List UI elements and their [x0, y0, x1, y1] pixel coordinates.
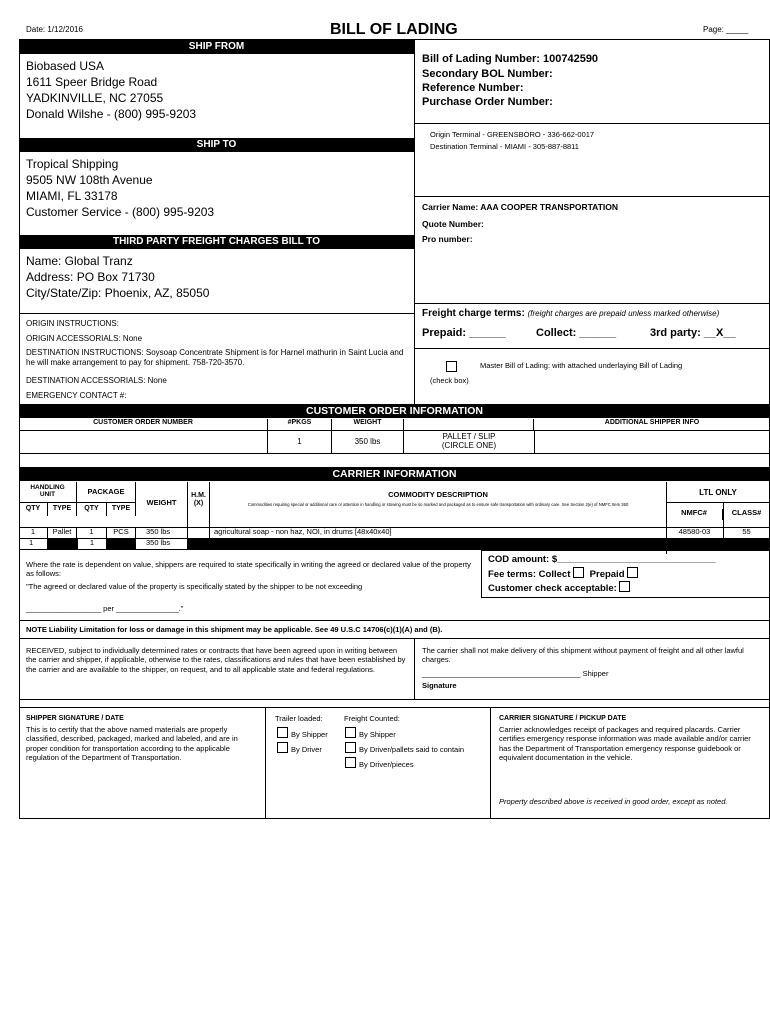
col-pallet	[404, 419, 534, 430]
divider	[19, 313, 414, 314]
value-per-line: __________________ per _______________."	[26, 604, 184, 613]
counted-pieces-label: By Driver/pieces	[359, 760, 414, 769]
trailer-driver-label: By Driver	[291, 745, 322, 754]
row-description: agricultural soap - non haz, NOI, in drums [48x40x40]	[214, 527, 392, 536]
origin-terminal: Origin Terminal - GREENSBORO - 336-662-0017	[430, 130, 595, 139]
ltl-only-header: LTL ONLY	[699, 488, 737, 497]
total-hu-type-shade	[48, 539, 77, 549]
row-hu-qty: 1	[19, 528, 48, 538]
col-weight: WEIGHT	[332, 419, 404, 430]
master-bol-checkbox[interactable]	[446, 361, 457, 372]
order-number-cell	[19, 431, 268, 453]
row-pkg-type: PCS	[107, 528, 136, 538]
pro-number: Pro number:	[422, 234, 473, 244]
ship-from-name: Biobased USA	[26, 59, 105, 73]
divider	[414, 638, 415, 699]
carrier-signature-title: CARRIER SIGNATURE / PICKUP DATE	[499, 715, 627, 722]
ship-from-contact: Donald Wilshe - (800) 995-9203	[26, 107, 197, 121]
customer-check	[488, 581, 633, 594]
destination-instructions: DESTINATION INSTRUCTIONS: Soysoap Concentrate Shipment is for Harnel mathurin in Saint Lucia and he will make arrangement to pay for shipment. 758-720-3570.	[26, 348, 404, 367]
package-header: PACKAGE	[77, 482, 136, 502]
collect-checkbox[interactable]	[573, 567, 584, 578]
freight-terms-label: Freight charge terms:	[422, 308, 525, 319]
shipper-signature-text: This is to certify that the above named materials are properly classified, described, packaged, marked and labeled, and are in proper condition for transportation according to the applicable regulation of the Department of Transportation.	[26, 725, 238, 763]
bol-number: Bill of Lading Number: 100742590	[422, 53, 599, 65]
ship-to-name: Tropical Shipping	[26, 157, 119, 171]
freight-terms-note: (freight charges are prepaid unless marked otherwise)	[527, 309, 720, 318]
third-party-bar: THIRD PARTY FREIGHT CHARGES BILL TO	[19, 235, 414, 249]
divider	[19, 638, 770, 639]
customer-check-checkbox[interactable]	[619, 581, 630, 592]
shipper-signature-title: SHIPPER SIGNATURE / DATE	[26, 715, 124, 722]
ship-from-street: 1611 Speer Bridge Road	[26, 75, 158, 89]
ship-to-bar: SHIP TO	[19, 138, 414, 152]
third-party-label: 3rd party:	[650, 327, 704, 339]
freight-counted-shipper	[345, 727, 396, 739]
divider	[414, 196, 770, 197]
third-party-address: Address: PO Box 71730	[26, 270, 155, 284]
third-party-field[interactable]	[650, 327, 736, 340]
row-weight: 350 lbs	[136, 528, 188, 538]
third-party-mark: __X__	[703, 327, 736, 339]
ship-to-street: 9505 NW 108th Avenue	[26, 173, 153, 187]
divider	[414, 303, 770, 304]
counted-shipper-label: By Shipper	[359, 730, 396, 739]
hu-qty-header: QTY	[19, 503, 48, 516]
destination-accessorials: DESTINATION ACCESSORIALS: None	[26, 376, 167, 385]
divider	[414, 348, 770, 349]
total-hu-qty: 1	[19, 539, 48, 549]
column-divider	[414, 40, 415, 404]
fee-terms-prepaid: Prepaid	[589, 569, 625, 580]
col-customer-order-number: CUSTOMER ORDER NUMBER	[19, 419, 268, 430]
pkg-qty-header: QTY	[77, 503, 107, 516]
ship-to-city: MIAMI, FL 33178	[26, 189, 118, 203]
total-pkg-qty: 1	[77, 539, 107, 549]
collect-field[interactable]: Collect: ______	[536, 327, 617, 339]
commodity-note: Commodities requiring special or additional care or attention in handling or stowing must be so marked and packaged as to ensure safe transportation with ordinary care. See Section 2(e) of NMFC Item 360	[247, 502, 629, 507]
origin-instructions: ORIGIN INSTRUCTIONS:	[26, 319, 119, 328]
received-text: RECEIVED, subject to individually determined rates or contracts that have been agreed upon in writing between the carrier and shipper, if applicable, otherwise to the rates, classifications and rules that have been established by the carrier and are available to the shipper, on request, and to all applicable state and federal regulations.	[26, 646, 406, 674]
trailer-shipper-checkbox[interactable]	[277, 727, 288, 738]
col-additional-info: ADDITIONAL SHIPPER INFO	[604, 419, 700, 426]
weight-header: WEIGHT	[136, 482, 188, 527]
value-declaration-quote: "The agreed or declared value of the property is specifically stated by the shipper to be not exceeding	[26, 582, 363, 591]
freight-counted-title: Freight Counted:	[344, 714, 400, 723]
third-party-citystatezip: City/State/Zip: Phoenix, AZ, 85050	[26, 286, 210, 300]
total-pkg-type-shade	[107, 539, 136, 549]
trailer-loaded-title: Trailer loaded:	[275, 714, 323, 723]
cod-amount[interactable]: COD amount: $______________________________	[488, 554, 716, 565]
pkgs-cell: 1	[268, 431, 332, 453]
fee-terms-collect: Fee terms: Collect	[488, 569, 571, 580]
total-weight: 350 lbs	[136, 539, 188, 549]
freight-terms	[422, 308, 719, 320]
shipper-signature-line[interactable]: ______________________________________ Shipper	[422, 669, 609, 678]
trailer-loaded-driver	[277, 742, 322, 754]
pkg-type-header: TYPE	[107, 503, 136, 516]
freight-counted-pieces	[345, 757, 414, 769]
divider	[414, 123, 770, 124]
customer-check-label: Customer check acceptable:	[488, 583, 617, 594]
row-hu-type: Pallet	[48, 528, 77, 538]
carrier-name: Carrier Name: AAA COOPER TRANSPORTATION	[422, 202, 618, 212]
trailer-driver-checkbox[interactable]	[277, 742, 288, 753]
emergency-contact: EMERGENCY CONTACT #:	[26, 391, 127, 400]
divider	[666, 502, 770, 503]
third-party-name: Name: Global Tranz	[26, 254, 133, 268]
signature-label: Signature	[422, 681, 457, 690]
carrier-information-bar: CARRIER INFORMATION	[19, 467, 770, 481]
origin-accessorials: ORIGIN ACCESSORIALS: None	[26, 334, 143, 343]
fee-terms	[488, 567, 641, 580]
liability-note: NOTE Liability Limitation for loss or damage in this shipment may be applicable. See 49 U.S.C 14706(c)(1)(A) and (B).	[26, 625, 443, 634]
customer-order-bar: CUSTOMER ORDER INFORMATION	[19, 404, 770, 418]
divider	[19, 620, 770, 621]
prepaid-checkbox[interactable]	[627, 567, 638, 578]
quote-number: Quote Number:	[422, 219, 484, 229]
col-pkgs: #PKGS	[268, 419, 332, 430]
divider	[19, 453, 770, 454]
divider	[19, 707, 770, 708]
commodity-title: COMMODITY DESCRIPTION	[388, 490, 488, 499]
check-box-label: (check box)	[430, 376, 469, 385]
class-header: CLASS#	[731, 508, 762, 517]
delivery-text: The carrier shall not make delivery of this shipment without payment of freight and all other lawful charges.	[422, 646, 744, 665]
weight-cell: 350 lbs	[332, 431, 404, 453]
carrier-signature-note: Property described above is received in good order, except as noted.	[499, 797, 728, 806]
trailer-loaded-shipper	[277, 727, 328, 739]
date-label: Date: 1/12/2016	[26, 25, 83, 34]
counted-pallets-checkbox[interactable]	[345, 742, 356, 753]
trailer-shipper-label: By Shipper	[291, 730, 328, 739]
ship-from-bar: SHIP FROM	[19, 40, 414, 54]
value-declaration-text: Where the rate is dependent on value, shippers are required to state specifically in writing the agreed or declared value of the property as follows:	[26, 560, 471, 579]
counted-pieces-checkbox[interactable]	[345, 757, 356, 768]
master-bol-text: Master Bill of Lading: with attached underlaying Bill of Lading	[480, 361, 683, 370]
row-hm	[188, 528, 210, 538]
page-label: Page: _____	[703, 25, 749, 34]
ship-from-city: YADKINVILLE, NC 27055	[26, 91, 164, 105]
ship-to-contact: Customer Service - (800) 995-9203	[26, 205, 215, 219]
divider	[265, 707, 266, 819]
pallet-slip-cell: PALLET / SLIP (CIRCLE ONE)	[441, 432, 497, 451]
secondary-bol-number: Secondary BOL Number:	[422, 68, 553, 80]
reference-number: Reference Number:	[422, 82, 524, 94]
hm-header: H.M. (X)	[188, 482, 210, 527]
divider	[19, 699, 770, 700]
divider	[534, 431, 535, 453]
row-class: 55	[742, 527, 751, 536]
prepaid-field[interactable]: Prepaid: ______	[422, 327, 506, 339]
document-title: BILL OF LADING	[330, 21, 458, 38]
freight-counted-pallets	[345, 742, 464, 754]
row-pkg-qty: 1	[77, 528, 107, 538]
counted-shipper-checkbox[interactable]	[345, 727, 356, 738]
row-nmfc: 48580-03	[678, 527, 711, 536]
divider	[490, 707, 491, 819]
nmfc-header: NMFC#	[666, 509, 723, 520]
destination-terminal: Destination Terminal - MIAMI - 305-887-8811	[430, 142, 579, 151]
carrier-signature-text: Carrier acknowledges receipt of packages and required placards. Carrier certifies emergency response information was made available and/or carrier has the Department of Transportation emergency response guidebook or equivalent documentation in the vehicle.	[499, 725, 751, 763]
purchase-order-number: Purchase Order Number:	[422, 96, 553, 108]
hu-type-header: TYPE	[48, 503, 77, 516]
totals-shade	[188, 539, 770, 549]
counted-pallets-label: By Driver/pallets said to contain	[359, 745, 465, 754]
handling-unit-header: HANDLING UNIT	[19, 482, 77, 502]
